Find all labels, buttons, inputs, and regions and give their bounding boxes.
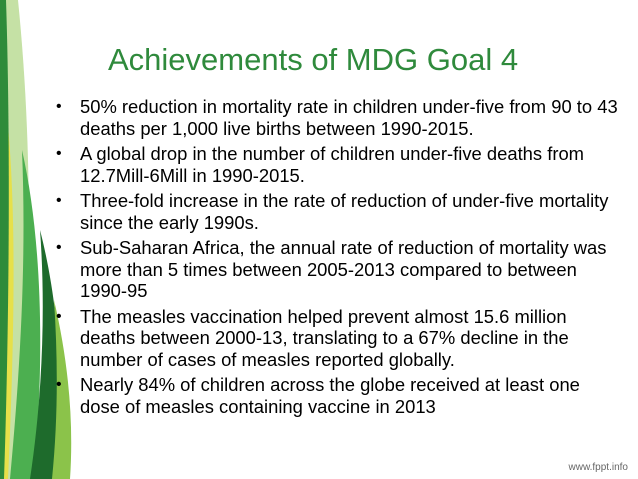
bullet-point: • xyxy=(56,145,62,162)
bullet-point: • xyxy=(56,192,62,209)
footer-credit: www.fppt.info xyxy=(568,462,628,473)
bullet-point: • xyxy=(56,239,62,256)
bullet-point: • xyxy=(56,98,62,115)
slide-title: Achievements of MDG Goal 4 xyxy=(108,42,519,77)
bullet-text: Nearly 84% of children across the globe received at least one dose of measles containing vaccine in 2013 xyxy=(80,374,580,417)
list-item xyxy=(56,374,624,417)
list-item xyxy=(56,237,624,302)
bullet-text: The measles vaccination helped prevent almost 15.6 million deaths between 2000-13, translating to a 67% decline in the number of cases of measles reported globally. xyxy=(80,305,569,370)
bullet-text: Sub-Saharan Africa, the annual rate of reduction of mortality was more than 5 times between 2005-2013 compared to between 1990-95 xyxy=(80,237,607,301)
bullet-list xyxy=(56,96,624,421)
list-item xyxy=(56,190,624,233)
list-item xyxy=(56,143,624,186)
bullet-point: • xyxy=(56,307,62,325)
bullet-text: A global drop in the number of children under-five deaths from 12.7Mill-6Mill in 1990-2015. xyxy=(80,143,584,186)
bullet-point: • xyxy=(56,376,62,393)
bullet-text: Three-fold increase in the rate of reduction of under-five mortality since the early 1990s. xyxy=(80,190,609,233)
list-item xyxy=(56,306,624,371)
bullet-text: 50% reduction in mortality rate in children under-five from 90 to 43 deaths per 1,000 live births between 1990-2015. xyxy=(80,96,618,139)
list-item xyxy=(56,96,624,139)
